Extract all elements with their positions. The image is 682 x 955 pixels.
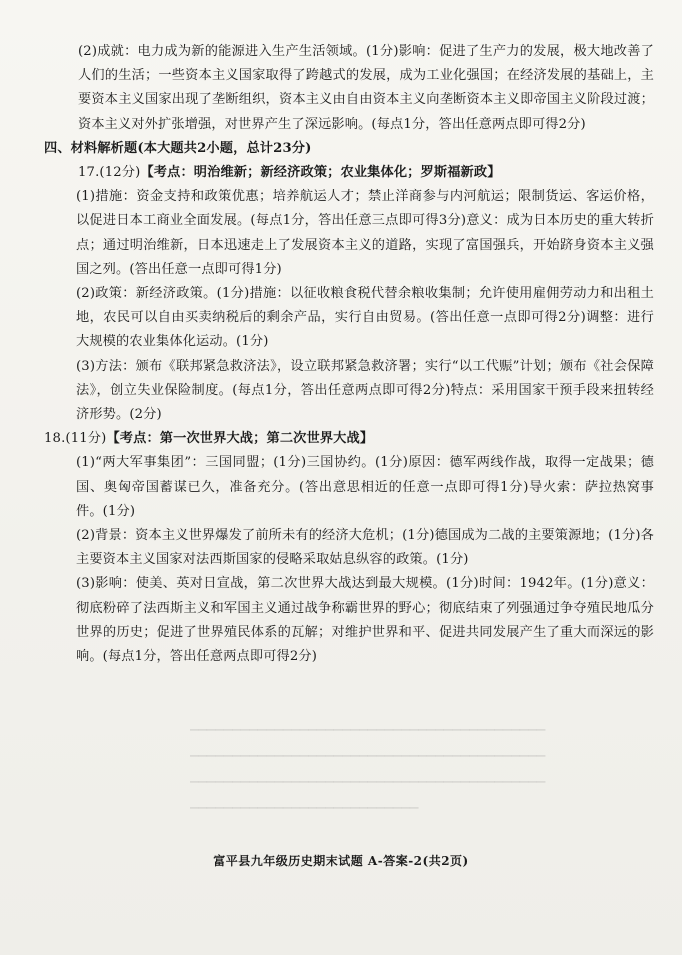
answer-content [44, 40, 654, 669]
q17-topic: 【考点：明治维新；新经济政策；农业集体化；罗斯福新政】 [140, 165, 501, 181]
q17-header [44, 161, 654, 185]
bleed-through-shadow: ▁▁▁▁▁▁▁▁▁▁▁▁▁▁▁▁▁▁▁▁▁▁▁▁▁▁▁▁▁▁▁▁▁▁▁▁▁▁▁▁▁▁ ▁▁▁▁▁▁▁▁▁▁▁▁▁▁▁▁▁▁▁▁▁▁▁▁▁▁▁▁▁▁▁▁▁▁▁▁▁▁▁▁▁▁ ▁▁▁▁▁▁▁▁▁▁▁▁▁▁▁▁▁▁▁▁▁▁▁▁▁▁▁▁▁▁▁▁▁▁▁▁▁▁▁▁▁▁ ▁▁▁▁▁▁▁▁▁▁▁▁▁▁▁▁▁▁▁▁▁▁▁▁▁▁▁ [190, 718, 546, 809]
q17-part2-answer: (2)政策：新经济政策。(1分)措施：以征收粮食税代替余粮收集制；允许使用雇佣劳动力和出租土地，农民可以自由买卖纳税后的剩余产品，实行自由贸易。(答出任意一点即可得2分)调整：进行大规模的农业集体化运动。(1分) [76, 286, 654, 350]
q17-part3-answer: (3)方法：颁布《联邦紧急救济法》，设立联邦紧急救济署；实行“以工代赈”计划；颁布《社会保障法》，创立失业保险制度。(每点1分，答出任意两点即可得2分)特点：采用国家干预手段来扭转经济形势。(2分) [76, 358, 654, 423]
q18-part2-answer: (2)背景：资本主义世界爆发了前所未有的经济大危机；(1分)德国成为二战的主要策源地；(1分)各主要资本主义国家对法西斯国家的侵略采取姑息纵容的政策。(1分) [76, 528, 654, 568]
q16-part2-answer: (2)成就：电力成为新的能源进入生产生活领域。(1分)影响：促进了生产力的发展，极大地改善了人们的生活；一些资本主义国家取得了跨越式的发展，成为工业化强国；在经济发展的基础上，主要资本主义国家出现了垄断组织，资本主义由自由资本主义向垄断资本主义即帝国主义阶段过渡；资本主义对外扩张增强，对世界产生了深远影响。(每点1分，答出任意两点即可得2分) [78, 44, 654, 132]
q17-part1-answer: (1)措施：资金支持和政策优惠；培养航运人才；禁止洋商参与内河航运；限制货运、客运价格，以促进日本工商业全面发展。(每点1分，答出任意三点即可得3分)意义：成为日本历史的重大转折点；通过明治维新，日本迅速走上了发展资本主义的道路，实现了富国强兵，开始跻身资本主义强国之列。(答出任意一点即可得1分) [76, 189, 654, 277]
q17-number: 17.(12分) [78, 165, 141, 181]
q18-number: 18.(11分) [44, 431, 107, 447]
q18-header [44, 427, 654, 451]
q18-part3-answer: (3)影响：使美、英对日宣战，第二次世界大战达到最大规模。(1分)时间：1942年。(1分)意义：彻底粉碎了法西斯主义和军国主义通过战争称霸世界的野心；彻底结束了列强通过争夺殖民地瓜分世界的历史；促进了世界殖民体系的瓦解；对维护世界和平、促进共同发展产生了重大而深远的影响。(每点1分，答出任意两点即可得2分) [76, 576, 654, 665]
page-footer: 富平县九年级历史期末试题 A-答案-2(共2页) [213, 854, 469, 868]
q18-part1-answer: (1)“两大军事集团”：三国同盟；(1分)三国协约。(1分)原因：德军两线作战，取得一定战果；德国、奥匈帝国蓄谋已久，准备充分。(答出意思相近的任意一点即可得1分)导火索：萨拉热窝事件。(1分) [76, 455, 654, 519]
q18-topic: 【考点：第一次世界大战；第二次世界大战】 [106, 431, 374, 447]
section-four-title: 四、材料解析题(本大题共2小题，总计23分) [44, 140, 312, 156]
